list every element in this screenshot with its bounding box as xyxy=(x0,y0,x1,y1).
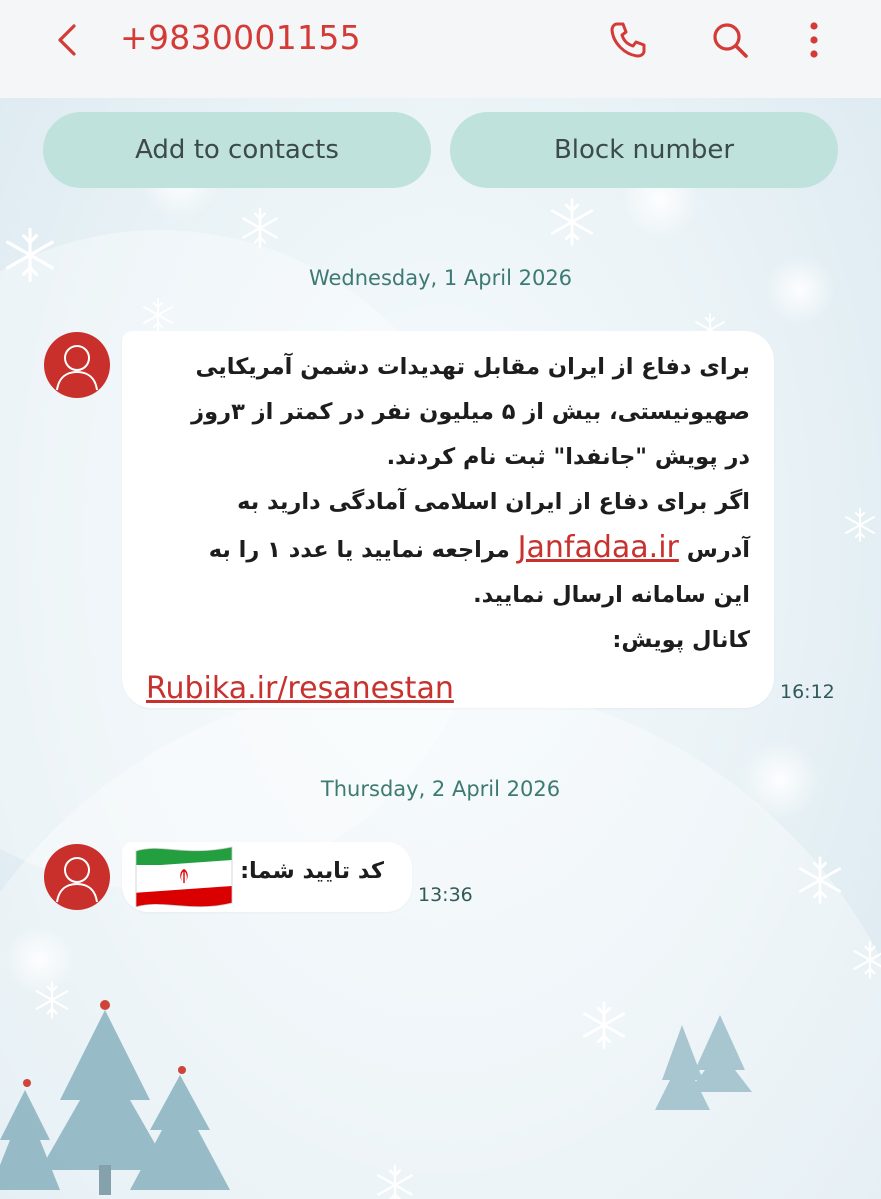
janfadaa-link[interactable]: Janfadaa.ir xyxy=(517,530,679,565)
message-line: صهیونیستی، بیش از ۵ میلیون نفر در کمتر از ۳روز xyxy=(191,399,750,425)
message-line: این سامانه ارسال نمایید. xyxy=(473,582,750,608)
message-timestamp: 16:12 xyxy=(780,681,835,703)
page-title: +9830001155 xyxy=(120,18,361,57)
message-line: در پویش "جانفدا" ثبت نام کردند. xyxy=(386,444,750,470)
message-line: برای دفاع از ایران مقابل تهدیدات دشمن آمریکایی xyxy=(195,354,750,380)
search-icon[interactable] xyxy=(710,20,750,60)
rubika-link[interactable]: Rubika.ir/resanestan xyxy=(146,671,454,706)
phone-icon[interactable] xyxy=(608,20,648,60)
chevron-left-icon[interactable] xyxy=(50,22,86,58)
message-line: کانال پویش: xyxy=(612,627,750,653)
message-line xyxy=(146,525,750,573)
message-fragment: آدرس xyxy=(686,537,750,563)
block-number-button[interactable]: Block number xyxy=(450,112,838,188)
add-to-contacts-button[interactable]: Add to contacts xyxy=(43,112,431,188)
person-icon xyxy=(44,332,110,398)
message-timestamp: 13:36 xyxy=(418,884,473,906)
app-header xyxy=(0,0,881,98)
person-icon xyxy=(44,844,110,910)
iran-flag-icon xyxy=(132,841,236,913)
more-vertical-icon[interactable] xyxy=(800,18,828,62)
date-divider: Thursday, 2 April 2026 xyxy=(320,777,561,801)
message-line: اگر برای دفاع از ایران اسلامی آمادگی دارید به xyxy=(237,489,750,515)
sender-avatar[interactable] xyxy=(44,844,110,910)
message-text xyxy=(146,345,750,663)
date-divider: Wednesday, 1 April 2026 xyxy=(308,266,573,290)
sender-avatar[interactable] xyxy=(44,332,110,398)
message-text: کد تایید شما: xyxy=(240,858,384,884)
message-fragment: مراجعه نمایید یا عدد ۱ را به xyxy=(208,537,510,563)
message-bubble[interactable] xyxy=(122,331,774,708)
